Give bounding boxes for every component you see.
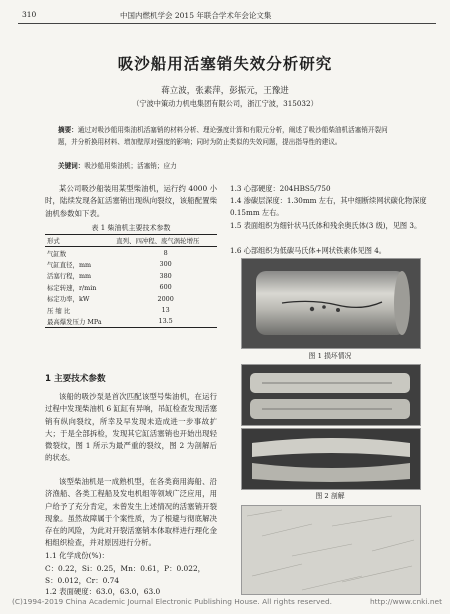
section-heading: 1 主要技术参数	[45, 374, 106, 384]
page-number: 310	[22, 10, 37, 19]
abstract	[58, 124, 390, 148]
intro-paragraph: 某公司吸沙船装用某型柴油机，运行约 4000 小时，陆续发现各缸活塞销出现纵向裂纹，该船配置柴油机参数如下表。	[45, 184, 217, 218]
table-row	[45, 259, 217, 270]
table-cell: 标定转速，r/min	[47, 283, 97, 292]
chem-heading: 1.1 化学成份(%)：	[45, 551, 109, 560]
authors: 蒋立波，张素萍，彭振元，王豫进	[161, 86, 289, 96]
table-cell: 8	[163, 249, 168, 258]
keywords-label: 关键词：	[58, 162, 85, 170]
table-cell: 2000	[157, 294, 174, 303]
table-cell: 13.5	[114, 316, 217, 328]
core-hardness: 1.3 心部硬度：204HBS5/750	[230, 184, 331, 193]
table-header-row	[45, 235, 217, 247]
figure-1-caption: 图 1 损坏情况	[308, 352, 352, 360]
case-depth: 1.4 渗碳层深度：1.30mm 左右，其中细断续网状碳化物深度 0.15mm 左右。	[230, 196, 427, 218]
table-cell: 标定功率，kW	[47, 295, 90, 304]
table-cell: 最高爆发压力 MPa	[45, 316, 114, 328]
table-cell: 380	[159, 271, 172, 280]
paper-title: 吸沙船用活塞销失效分析研究	[117, 54, 333, 73]
table-cell: 13	[161, 306, 170, 315]
table-caption: 表 1 柴油机主要技术参数	[91, 224, 171, 232]
table-cell: 气缸数	[47, 249, 67, 258]
core-structure: 1.6 心部组织为低碳马氏体+网状铁素体见图 4。	[230, 246, 386, 255]
cnki-link[interactable]: http://www.cnki.net	[369, 597, 442, 606]
figure-2-photo	[241, 364, 421, 426]
keywords-text: 吸沙船用柴油机；活塞销；应力	[84, 162, 177, 170]
running-header: 中国内燃机学会 2015 年联合学术年会论文集	[120, 11, 272, 20]
table-row	[45, 247, 217, 259]
surface-structure: 1.5 表面组织为细针状马氏体和残余奥氏体(3 级)，见图 3。	[230, 221, 422, 230]
engine-params-table	[45, 234, 217, 328]
table-cell: 600	[159, 283, 172, 292]
affiliation: （宁波中策动力机电集团有限公司，浙江宁波，315032）	[132, 99, 318, 108]
keywords	[58, 160, 390, 170]
abstract-text: 通过对吸沙船用柴油机活塞销的材料分析、理论强度计算和有限元分析，阐述了吸沙船柴油机活塞销开裂问题，并分析换用材料、增加壁厚对强度的影响；同时为防止类似的失效问题，提出指导性的建议。	[58, 126, 388, 146]
body-paragraph: 该船的吸沙泵是首次匹配该型号柴油机，在运行过程中发现柴油机 6 缸缸有异响，吊缸检查发现活塞销有纵向裂纹，所幸及早发现未造成进一步事故扩大；于是全部拆检，发现其它缸活塞销也开始出现轻微裂纹，图 1 所示为最严重的裂纹，图 2 为剖解后的状态。	[45, 392, 217, 463]
table-row	[45, 293, 217, 304]
chem-line: S：0.012，Cr：0.74	[45, 576, 120, 585]
figure-2-caption: 图 2 剖解	[315, 492, 345, 500]
table-cell: 300	[159, 260, 172, 269]
table-header-cell: 形式	[45, 235, 114, 247]
figure-3-micrograph	[241, 505, 421, 595]
abstract-label: 摘要：	[58, 126, 78, 134]
copyright-text: (C)1994-2019 China Academic Journal Electronic Publishing House. All rights reserved.	[12, 597, 333, 606]
hardness-heading: 1.2 表面硬度：63.0，63.0，63.0	[45, 587, 161, 596]
table-header-cell: 直列、四冲程、废气涡轮增压	[114, 235, 217, 247]
dissected-pin-halves-image	[242, 429, 420, 489]
header-rule	[18, 23, 436, 24]
microstructure-image	[242, 506, 420, 594]
body-paragraph: 该型柴油机是一成熟机型，在各类商用海船、沿济渔船、各类工程船及发电机组等领域广泛应用，用户给予了充分肯定，未曾发生上述情况的活塞销开裂现象。虽然故障属于个案性质，为了根避与彻底解决存在的风险，为此对开裂活塞销本体取样进行理化金相组织检查，并对原因进行分析。	[45, 477, 217, 548]
figure-1-photo	[241, 258, 421, 349]
table-cell: 活塞行程，mm	[47, 272, 92, 281]
table-row	[45, 282, 217, 293]
table-row	[45, 316, 217, 328]
table-cell: 气缸直径，mm	[47, 260, 92, 269]
table-cell: 压 缩 比	[47, 306, 71, 315]
figure-2-photo-lower	[241, 428, 421, 490]
dissected-pin-image	[242, 365, 420, 425]
copyright-footer	[12, 597, 442, 606]
cracked-pin-image	[242, 259, 420, 348]
chem-line: C：0.22，Si：0.25，Mn：0.61，P：0.022，	[45, 564, 206, 573]
table-row	[45, 304, 217, 315]
table-row	[45, 270, 217, 281]
